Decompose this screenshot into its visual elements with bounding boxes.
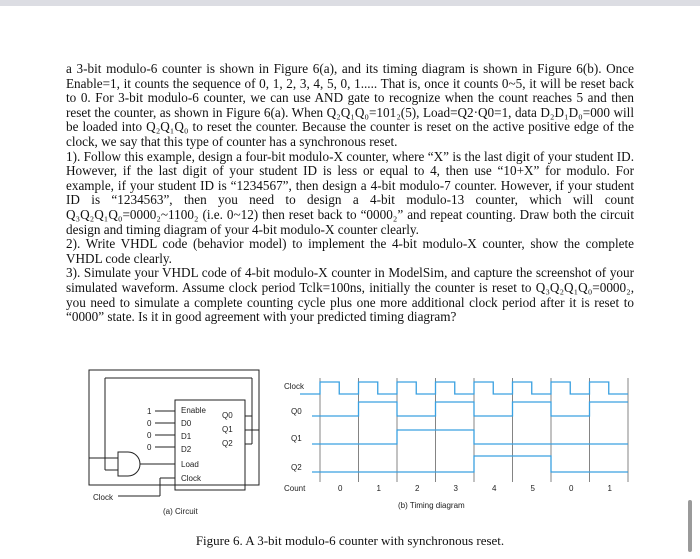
const-d0: 0 xyxy=(147,419,152,428)
circuit-outer-loop xyxy=(89,370,259,485)
output-q2-label: Q2 xyxy=(222,439,233,448)
scrollbar[interactable] xyxy=(688,500,692,552)
circuit-caption: (a) Circuit xyxy=(163,507,198,516)
count-value: 3 xyxy=(453,484,458,493)
figure-caption: Figure 6. A 3-bit modulo-6 counter with synchronous reset. xyxy=(195,533,505,548)
clock-waveform xyxy=(300,382,628,394)
count-value: 0 xyxy=(569,484,574,493)
output-q1-label: Q1 xyxy=(222,425,233,434)
count-value: 4 xyxy=(492,484,497,493)
input-clock-label: Clock xyxy=(181,474,202,483)
and-gate xyxy=(118,452,140,476)
count-value: 5 xyxy=(530,484,535,493)
count-label: Count xyxy=(284,484,306,493)
q2-waveform xyxy=(312,456,628,472)
timing-caption: (b) Timing diagram xyxy=(398,501,465,510)
q0-waveform xyxy=(312,402,628,416)
paragraph-task-2: 2). Write VHDL code (behavior model) to implement the 4-bit modulo-X counter, show the complete VHDL code clearly. xyxy=(66,236,634,266)
count-value: 1 xyxy=(607,484,612,493)
const-d2: 0 xyxy=(147,443,152,452)
const-d1: 0 xyxy=(147,431,152,440)
input-d1-label: D1 xyxy=(181,432,192,441)
circuit-diagram xyxy=(89,370,259,496)
signal-q1-label: Q1 xyxy=(291,434,302,443)
output-q0-label: Q0 xyxy=(222,411,233,420)
timing-diagram xyxy=(284,378,628,510)
input-d2-label: D2 xyxy=(181,445,192,454)
input-load-label: Load xyxy=(181,460,199,469)
signal-clock-label: Clock xyxy=(284,382,305,391)
paragraph-task-1: 1). Follow this example, design a four-bit modulo-X counter, where “X” is the last digit of your student ID. However, if the last digit of your student ID is less or equal to 4, then use “10+X” for modulo. For example, if your student ID is “1234567”, then design a 4-bit modulo-7 counter. However, if your student ID is “1234563”, then you need to design a 4-bit modulo-13 counter, which will count Q₃Q₂Q₁Q₀=0000₂~1100₂ (i.e. 0~12) then reset back to “0000₂” and repeat counting. Draw both the circuit design and timing diagram of your 4-bit modulo-X counter clearly. xyxy=(66,148,634,237)
signal-q2-label: Q2 xyxy=(291,463,302,472)
input-d0-label: D0 xyxy=(181,419,192,428)
input-enable-label: Enable xyxy=(181,406,206,415)
count-value: 1 xyxy=(376,484,381,493)
clock-input-label: Clock xyxy=(93,493,114,502)
const-enable: 1 xyxy=(147,407,152,416)
count-value: 2 xyxy=(415,484,420,493)
paragraph-intro: a 3-bit modulo-6 counter is shown in Figure 6(a), and its timing diagram is shown in Figure 6(b). Once Enable=1, it counts the sequence of 0, 1, 2, 3, 4, 5, 0, 1..... That is, once it counts 0~5, it will be reset back to 0. For 3-bit modulo-6 counter, we can use AND gate to recognize when the count reaches 5 and then reset the counter, as shown in Figure 6(a). When Q₂Q₁Q₀=101₂(5), Load=Q2·Q0=1, data D₂D₁D₀=000 will be loaded into Q₂Q₁Q₀ to reset the counter. Because the counter is reset on the active positive edge of the clock, we say that this type of counter has a synchronous reset. xyxy=(66,61,634,149)
q1-waveform xyxy=(312,430,628,444)
count-value: 0 xyxy=(338,484,343,493)
paragraph-task-3: 3). Simulate your VHDL code of 4-bit modulo-X counter in ModelSim, and capture the screenshot of your simulated waveform. Assume clock period Tclk=100ns, initially the counter is reset to Q₃Q₂Q₁Q₀=0000₂, you need to simulate a complete counting cycle plus one more additional clock period after it is reset to “0000” state. Is it in good agreement with your predicted timing diagram? xyxy=(66,265,634,325)
signal-q0-label: Q0 xyxy=(291,407,302,416)
